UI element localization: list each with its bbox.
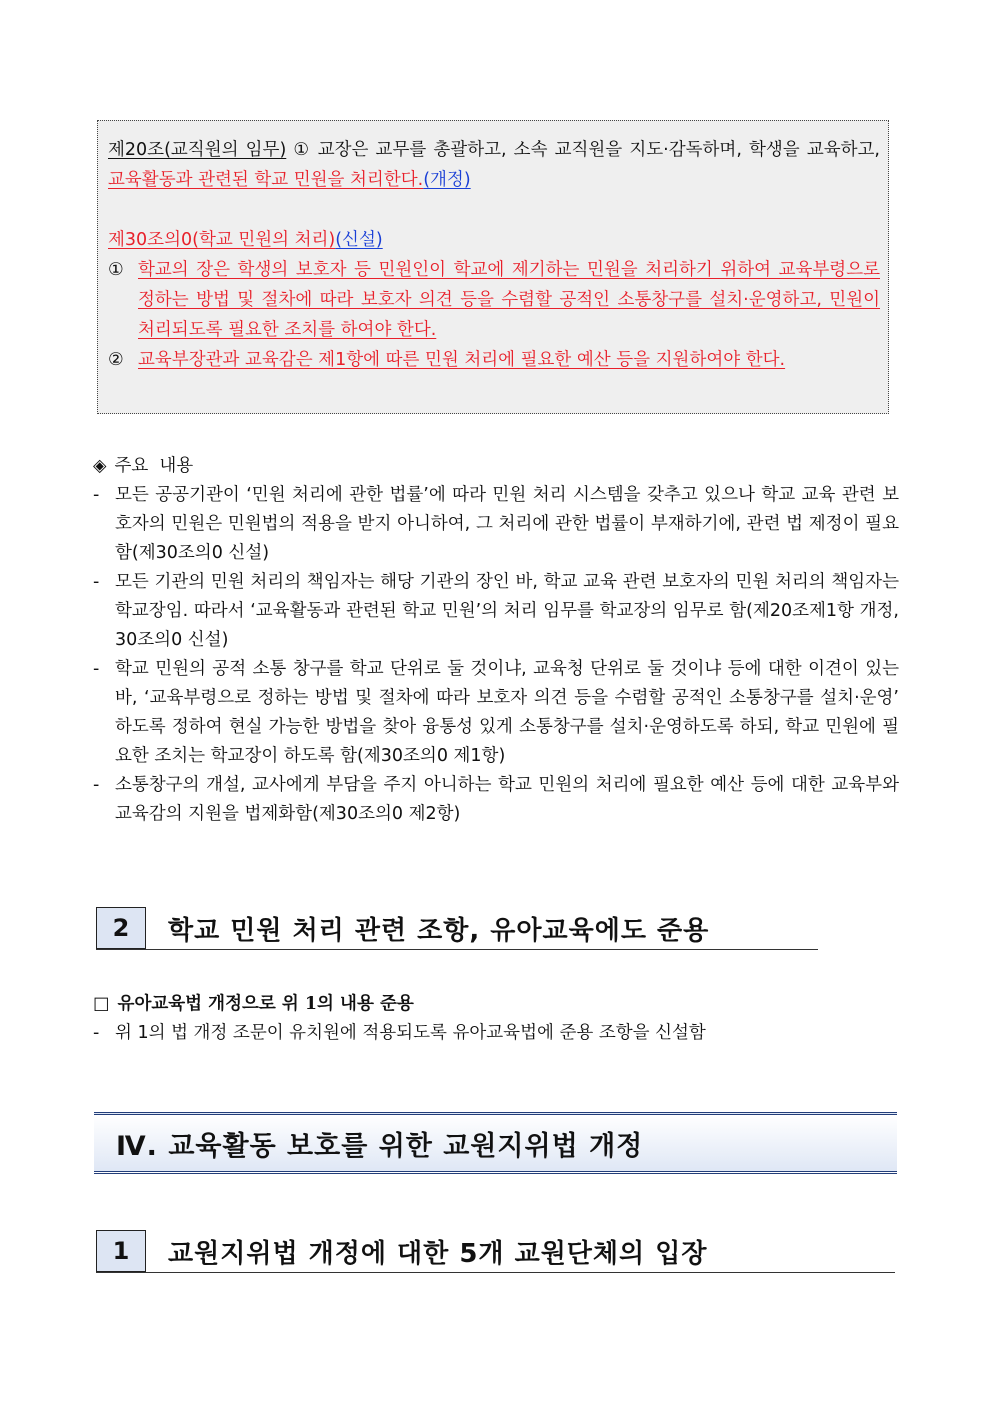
dash-marker: - <box>93 1023 100 1043</box>
article-20 <box>108 135 880 195</box>
article-30-item-2 <box>108 345 880 375</box>
list-item <box>93 481 899 568</box>
section-title: 학교 민원 처리 관련 조항, 유아교육에도 준용 <box>168 915 710 946</box>
list-item <box>93 771 899 829</box>
part-title: Ⅳ. 교육활동 보호를 위한 교원지위법 개정 <box>116 1130 644 1162</box>
item-number: ② <box>108 350 124 370</box>
list-item <box>93 568 899 655</box>
section-1-heading <box>96 1230 895 1273</box>
article-30-item-1 <box>108 255 880 345</box>
list-item <box>93 655 899 771</box>
dash-marker: - <box>93 659 100 679</box>
list-item-text: 모든 공공기관이 ‘민원 처리에 관한 법률’에 따라 민원 처리 시스템을 갖추고 있으나 학교 교육 관련 보호자의 민원은 민원법의 적용을 받지 아니하여, 그 처리에 관한 법률이 부재하기에, 관련 법 제정이 필요함(제30조의0 신설) <box>115 485 899 563</box>
list-item-text: 소통창구의 개설, 교사에게 부담을 주지 아니하는 학교 민원의 처리에 필요한 예산 등에 대한 교육부와 교육감의 지원을 법제화함(제30조의0 제2항) <box>115 775 899 824</box>
list-item <box>93 1019 899 1048</box>
article-30-label: 제30조의0(학교 민원의 처리) <box>108 230 336 250</box>
article-30-tag: (신설) <box>335 230 383 250</box>
subsection-title-text: 유아교육법 개정으로 위 1의 내용 준용 <box>117 994 414 1014</box>
main-points <box>93 452 899 829</box>
section-number-box: 1 <box>96 1230 146 1272</box>
section-number-box: 2 <box>96 907 146 949</box>
list-item-text: 학교 민원의 공적 소통 창구를 학교 단위로 둘 것이냐, 교육청 단위로 둘 것이냐 등에 대한 이견이 있는 바, ‘교육부령으로 정하는 방법 및 절차에 따라 보호자 의견 등을 수렴할 공적인 소통창구를 설치·운영’ 하도록 정하여 현실 가능한 방법을 찾아 융통성 있게 소통창구를 설치·운영하도록 하되, 학교 민원에 필요한 조치는 학교장이 하도록 함(제30조의0 제1항) <box>115 659 899 766</box>
list-item-text: 위 1의 법 개정 조문이 유치원에 적용되도록 유아교육법에 준용 조항을 신설함 <box>115 1023 706 1043</box>
square-bullet-icon: □ <box>93 994 110 1014</box>
section-title: 교원지위법 개정에 대한 5개 교원단체의 입장 <box>168 1238 708 1269</box>
article-20-amended-text: 교육활동과 관련된 학교 민원을 처리한다. <box>108 170 424 190</box>
article-20-text: ① 교장은 교무를 총괄하고, 소속 교직원을 지도·감독하며, 학생을 교육하고, <box>286 140 880 160</box>
item-text: 학교의 장은 학생의 보호자 등 민원인이 학교에 제기하는 민원을 처리하기 위하여 교육부령으로 정하는 방법 및 절차에 따라 보호자 의견 등을 수렴할 공적인 소통창구를 설치·운영하고, 민원이 처리되도록 필요한 조치를 하여야 한다. <box>138 260 880 340</box>
law-excerpt-box <box>97 120 889 414</box>
item-text: 교육부장관과 교육감은 제1항에 따른 민원 처리에 필요한 예산 등을 지원하여야 한다. <box>138 350 786 370</box>
dash-marker: - <box>93 775 100 795</box>
article-20-tag: (개정) <box>423 170 471 190</box>
diamond-bullet-icon: ◈ <box>93 456 107 476</box>
article-20-label: 제20조(교직원의 임무) <box>108 140 287 160</box>
main-points-title <box>93 452 899 481</box>
main-points-heading: 주요 내용 <box>114 456 194 476</box>
dash-marker: - <box>93 572 100 592</box>
list-item-text: 모든 기관의 민원 처리의 책임자는 해당 기관의 장인 바, 학교 교육 관련 보호자의 민원 처리의 책임자는 학교장임. 따라서 ‘교육활동과 관련된 학교 민원’의 처리 임무를 학교장의 임무로 함(제20조제1항 개정, 30조의0 신설) <box>115 572 899 650</box>
part-4-banner <box>94 1112 897 1174</box>
section-2-content <box>93 990 899 1048</box>
dash-marker: - <box>93 485 100 505</box>
article-30-heading <box>108 225 880 255</box>
item-number: ① <box>108 260 124 280</box>
subsection-title <box>93 990 899 1019</box>
section-2-heading <box>96 907 818 950</box>
